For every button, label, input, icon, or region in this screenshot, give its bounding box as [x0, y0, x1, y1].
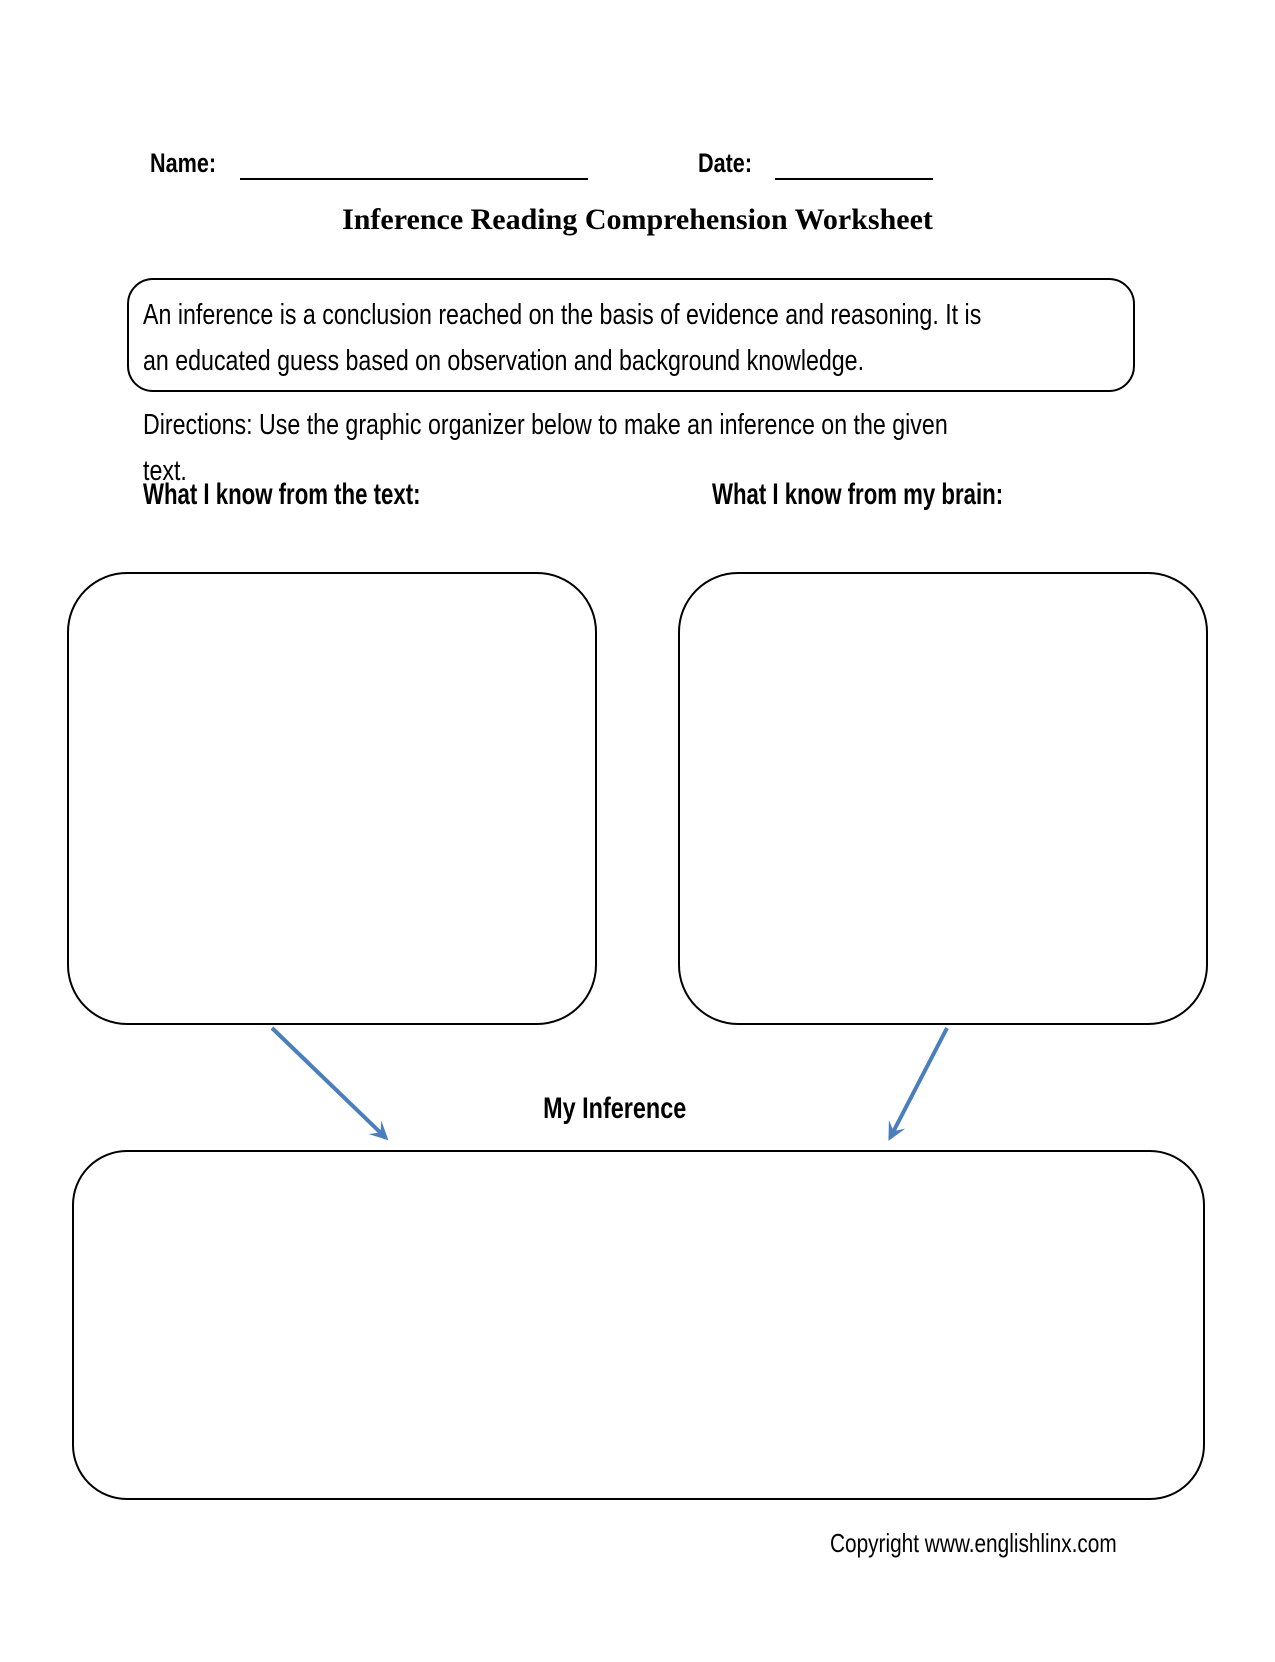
brain-box-label: What I know from my brain: [712, 478, 1004, 511]
copyright-wrap [830, 1528, 1188, 1559]
date-line[interactable] [775, 177, 933, 180]
definition-text [143, 292, 1191, 384]
text-box-label: What I know from the text: [143, 478, 421, 511]
name-label-wrap [150, 148, 233, 179]
directions-line-1: Directions: Use the graphic organizer below to make an inference on the given [143, 409, 948, 441]
copyright-text: Copyright www.englishlinx.com [830, 1528, 1117, 1558]
inference-label-wrap [0, 1092, 1230, 1126]
text-knowledge-box[interactable] [67, 572, 597, 1025]
directions-line-2: text. [143, 455, 187, 487]
brain-knowledge-box[interactable] [678, 572, 1208, 1025]
page-title: Inference Reading Comprehension Worksheet [342, 203, 933, 236]
brain-box-label-wrap [712, 478, 1105, 512]
inference-label: My Inference [543, 1092, 687, 1125]
text-box-label-wrap [143, 478, 518, 512]
date-label: Date: [698, 148, 753, 178]
inference-box[interactable] [72, 1150, 1205, 1500]
definition-line-1: An inference is a conclusion reached on the basis of evidence and reasoning. It is [143, 299, 982, 331]
date-label-wrap [698, 148, 766, 179]
definition-line-2: an educated guess based on observation and background knowledge. [143, 345, 865, 377]
name-line[interactable] [240, 177, 588, 180]
name-label: Name: [150, 148, 217, 178]
